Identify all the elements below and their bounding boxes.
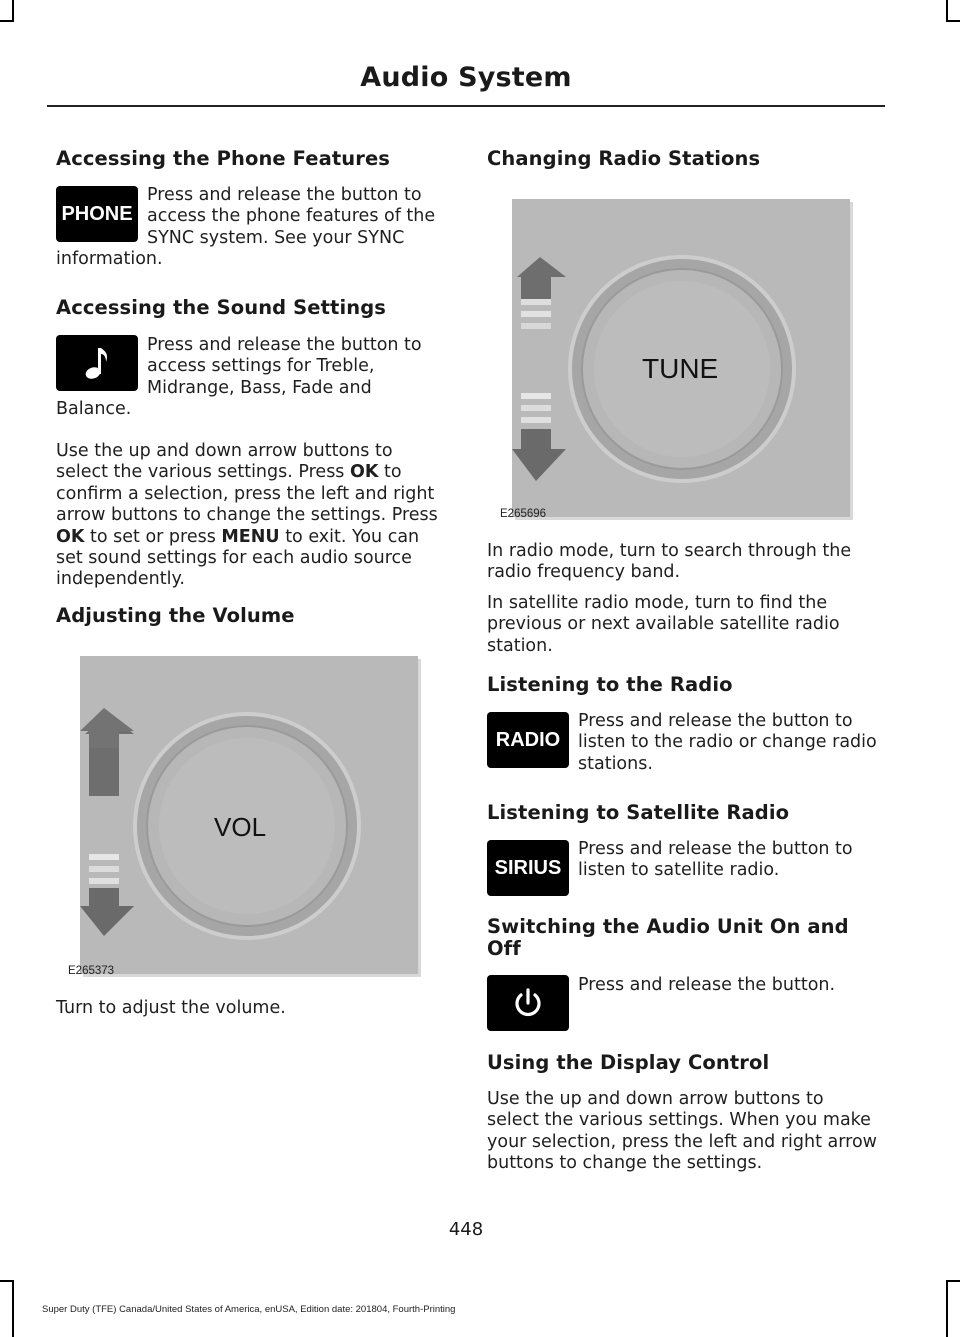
display-text: Use the up and down arrow buttons to select the various settings. When you make your selection, press the left and right arrow buttons to change the settings. (487, 1089, 877, 1174)
title-divider (47, 105, 885, 107)
volume-text: Turn to adjust the volume. (56, 998, 286, 1018)
settings-text-4: to exit. You can set sound settings for each audio source independently. (56, 526, 420, 590)
volume-heading: Adjusting the Volume (56, 604, 295, 627)
crop-mark (946, 1280, 960, 1282)
sound-text-cont: Balance. (56, 399, 132, 419)
power-icon (487, 975, 569, 1031)
sound-text: Press and release the button to access settings for Treble, Midrange, Bass, Fade and (147, 335, 422, 398)
phone-icon-label: PHONE (61, 202, 133, 225)
power-text: Press and release the button. (578, 975, 836, 995)
sirius-button-icon (487, 840, 569, 896)
vol-figure-code: E265373 (68, 965, 115, 977)
settings-paragraph (56, 441, 448, 591)
crop-mark (0, 20, 12, 22)
crop-mark (0, 1280, 12, 1282)
page-number: 448 (448, 1219, 484, 1240)
tune-figure-code: E265696 (500, 508, 547, 520)
sirius-text: Press and release the button to listen to satellite radio. (578, 839, 853, 881)
power-heading: Switching the Audio Unit On and Off (487, 915, 849, 960)
music-note-glyph (84, 345, 110, 381)
phone-text-cont: information. (56, 249, 163, 269)
menu-keyword: MENU (221, 526, 280, 547)
page-title: Audio System (360, 62, 572, 93)
crop-mark (946, 1280, 948, 1337)
power-glyph (511, 986, 545, 1020)
radio-icon-label: RADIO (495, 728, 561, 751)
phone-text: Press and release the button to access the phone features of the SYNC system. See your SYNC (147, 185, 436, 248)
phone-button-icon (56, 186, 138, 242)
tune-knob-label: TUNE (642, 353, 719, 384)
crop-mark (946, 20, 960, 22)
vol-knob-label: VOL (214, 812, 267, 842)
tune-knob-figure (500, 199, 850, 520)
sound-heading: Accessing the Sound Settings (56, 296, 386, 319)
sat-mode-text: In satellite radio mode, turn to find the previous or next available satellite radio station. (487, 593, 840, 656)
footer-text: Super Duty (TFE) Canada/United States of America, enUSA, Edition date: 201804, Fourth-Printing (42, 1304, 456, 1315)
settings-text-1: Use the up and down arrow buttons to select the various settings. Press (56, 441, 393, 483)
phone-heading: Accessing the Phone Features (56, 147, 391, 170)
radio-text: Press and release the button to listen to the radio or change radio stations. (578, 711, 877, 774)
crop-mark (12, 0, 14, 22)
settings-text-3: to set or press (84, 526, 222, 547)
radio-button-icon (487, 712, 569, 768)
listen-radio-heading: Listening to the Radio (487, 673, 733, 696)
settings-text-2: to confirm a selection, press the left and right arrow buttons to change the settings. Press (56, 462, 438, 526)
music-note-icon (56, 335, 138, 391)
tune-heading: Changing Radio Stations (487, 147, 761, 170)
sirius-icon-label: SIRIUS (494, 856, 562, 879)
display-heading: Using the Display Control (487, 1051, 770, 1074)
radio-mode-text: In radio mode, turn to search through the radio frequency band. (487, 541, 852, 583)
crop-mark (946, 0, 948, 22)
crop-mark (12, 1280, 14, 1337)
vol-knob-figure (68, 656, 418, 977)
ok-keyword: OK (56, 526, 85, 547)
ok-keyword: OK (350, 462, 379, 483)
sat-radio-heading: Listening to Satellite Radio (487, 801, 790, 824)
